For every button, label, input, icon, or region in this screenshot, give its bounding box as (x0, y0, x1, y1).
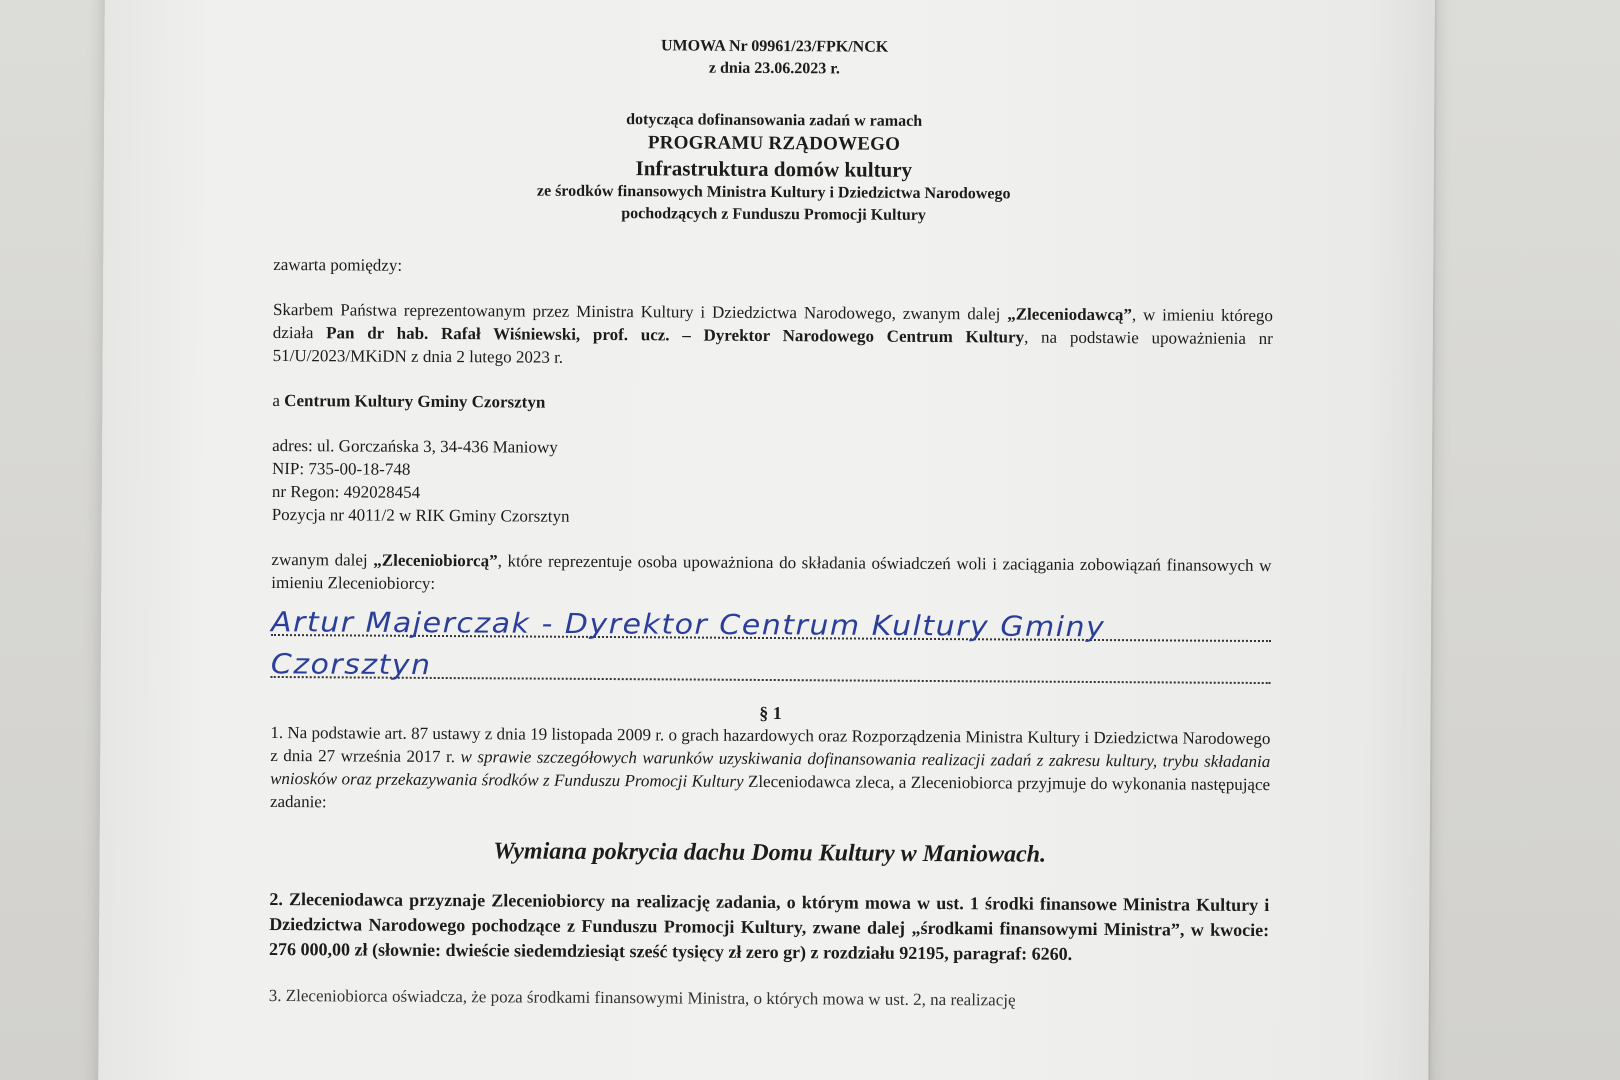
party-one-text-a: Skarbem Państwa reprezentowanym przez Ministra Kultury i Dziedzictwa Narodowego, zwanym dalej (272, 299, 1001, 324)
paragraph-1-text-b: Zleceniodawca zleca, a Zleceniobiorca przyjmuje do wykonania następujące zadanie: (269, 771, 1271, 812)
paragraph-1-text-a: 1. Na podstawie art. 87 ustawy z dnia 19 listopada 2009 r. o grach hazardowych oraz Rozporządzenia Ministra Kultury i Dziedzictwa Narodowego z dnia 27 września 2017 r. (270, 722, 1271, 767)
funding-source-line: ze środków finansowych Ministra Kultury i Dziedzictwa Narodowego (536, 182, 1011, 203)
handwritten-line-1 (271, 594, 1271, 642)
handwritten-representative-name: Artur Majerczak - Dyrektor Centrum Kultury Gminy (270, 606, 1106, 644)
section-one-paragraph-1 (270, 721, 1271, 819)
party-two-registry-position: Pozycja nr 4011/2 w RIK Gminy Czorsztyn (271, 504, 570, 526)
party-two-prefix: a (272, 390, 285, 411)
party-one-authorization: , na podstawie upoważnienia nr 51/U/2023/MKiDN z dnia 2 lutego 2023 r. (272, 327, 1273, 367)
handwritten-line-2 (271, 636, 1271, 684)
party-one-text-b: , w imieniu którego działa (272, 305, 1274, 343)
paragraph-1-regulation-title: w sprawie szczegółowych warunków uzyskiwania dofinansowania realizacji zadań z zakresu kultury, trybu składania wniosków oraz przekazywania środków z Funduszu Promocji Kultury (270, 747, 1271, 791)
section-one-paragraph-3-cut: 3. Zleceniobiorca oświadcza, że poza środkami finansowymi Ministra, o których mowa w ust. 2, na realizację (268, 985, 1016, 1010)
handwritten-representative-location: Czorsztyn (270, 648, 432, 682)
party-two-nip: NIP: 735-00-18-748 (271, 458, 411, 479)
document-content (269, 33, 1275, 1013)
party-two-text-a: zwanym dalej (271, 549, 374, 570)
program-title: Infrastruktura domów kultury (635, 156, 913, 182)
party-two-regon: nr Regon: 492028454 (271, 481, 421, 502)
party-one-representative: Pan dr hab. Rafał Wiśniewski, prof. ucz. – Dyrektor Narodowego Centrum Kultury (326, 323, 1025, 347)
party-two-representation (271, 548, 1271, 600)
section-one-paragraph-2: 2. Zleceniodawca przyznaje Zleceniobiorcy na realizację zadania, o którym mowa w ust. 1 środki finansowe Ministra Kultury i Dziedzictwa Narodowego pochodzące z Funduszu Promocji Kultury, zwane dalej „środkami finansowymi Ministra”, w kwocie: 276 000,00 zł (słownie: dwieście siedemdziesiąt sześć tysięcy zł zero gr) z rozdziału 92195, paragraf: 6260. (269, 888, 1270, 964)
party-one-role: „Zleceniodawcą” (1007, 304, 1132, 325)
task-title: Wymiana pokrycia dachu Domu Kultury w Maniowach. (493, 838, 1047, 868)
program-type: PROGRAMU RZĄDOWEGO (647, 132, 901, 155)
section-mark: § 1 (759, 702, 782, 724)
document-page (98, 0, 1435, 1080)
party-two-address: adres: ul. Gorczańska 3, 34-436 Maniowy (272, 435, 558, 457)
concluded-between: zawarta pomiędzy: (273, 254, 403, 275)
contract-date: z dnia 23.06.2023 r. (708, 59, 840, 78)
party-two-text-b: , które reprezentuje osoba upoważniona do składania oświadczeń woli i zaciągania zobowiązań finansowych w imieniu Zleceniobiorcy: (271, 551, 1272, 593)
party-one-paragraph (273, 298, 1273, 373)
party-two-name: Centrum Kultury Gminy Czorsztyn (284, 391, 546, 412)
page-edge-shadow (1360, 0, 1437, 1080)
party-two-role: „Zleceniobiorcą” (373, 550, 498, 571)
contract-number: UMOWA Nr 09961/23/FPK/NCK (660, 37, 889, 56)
program-intro: dotycząca dofinansowania zadań w ramach (626, 111, 923, 130)
fund-name-line: pochodzących z Funduszu Promocji Kultury (621, 205, 926, 224)
